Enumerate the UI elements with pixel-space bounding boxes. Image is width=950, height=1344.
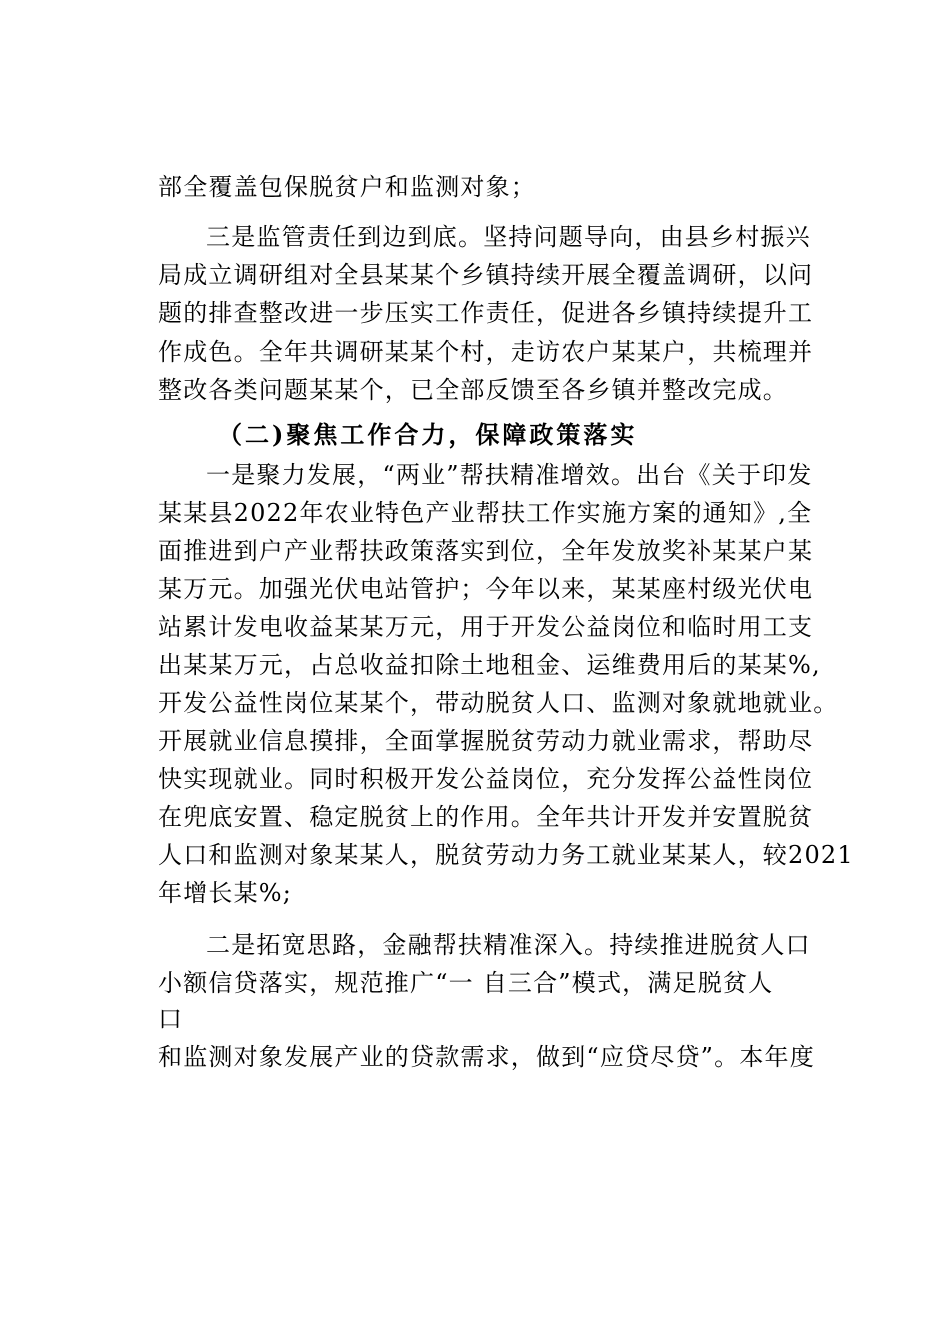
paragraph-first-line: 三是监管责任到边到底。坚持问题导向，由县乡村振兴 [206, 223, 811, 251]
paragraph-line: 题的排查整改进一步压实工作责任，促进各乡镇持续提升工 [158, 299, 814, 327]
paragraph-line: 快实现就业。同时积极开发公益岗位，充分发挥公益性岗位 [158, 765, 814, 793]
paragraph-line: 小额信贷落实，规范推广“一 自三合”模式，满足脱贫人 [158, 969, 774, 997]
paragraph-line: 局成立调研组对全县某某个乡镇持续开展全覆盖调研，以问 [158, 261, 814, 289]
paragraph-line: 某万元。加强光伏电站管护；今年以来，某某座村级光伏电 [158, 575, 814, 603]
paragraph-line: 开展就业信息摸排，全面掌握脱贫劳动力就业需求，帮助尽 [158, 727, 814, 755]
paragraph-line: 和监测对象发展产业的贷款需求，做到“应贷尽贷”。本年度 [158, 1043, 815, 1071]
paragraph-line: 人口和监测对象某某人，脱贫劳动力务工就业某某人，较2021 [158, 841, 854, 869]
paragraph-line: 部全覆盖包保脱贫户和监测对象； [158, 173, 536, 201]
section-heading: （二)聚焦工作合力，保障政策落实 [218, 420, 638, 449]
paragraph-line: 面推进到户产业帮扶政策落实到位，全年发放奖补某某户某 [158, 537, 814, 565]
paragraph-line: 年增长某%; [158, 879, 293, 907]
paragraph-line: 作成色。全年共调研某某个村，走访农户某某户，共梳理并 [158, 338, 814, 366]
paragraph-line: 整改各类问题某某个，已全部反馈至各乡镇并整改完成。 [158, 376, 788, 404]
paragraph-line: 出某某万元，占总收益扣除土地租金、运维费用后的某某%, [158, 651, 821, 679]
paragraph-line: 站累计发电收益某某万元，用于开发公益岗位和临时用工支 [158, 613, 814, 641]
paragraph-first-line: 二是拓宽思路，金融帮扶精准深入。持续推进脱贫人口 [206, 931, 811, 959]
paragraph-line: 口 [158, 1005, 184, 1033]
paragraph-line: 开发公益性岗位某某个，带动脱贫人口、监测对象就地就业。 [158, 689, 839, 717]
paragraph-line: 在兜底安置、稳定脱贫上的作用。全年共计开发并安置脱贫 [158, 803, 814, 831]
paragraph-line: 某某县2022年农业特色产业帮扶工作实施方案的通知》,全 [158, 499, 813, 527]
paragraph-first-line: 一是聚力发展，“两业”帮扶精准增效。出台《关于印发 [206, 461, 813, 489]
